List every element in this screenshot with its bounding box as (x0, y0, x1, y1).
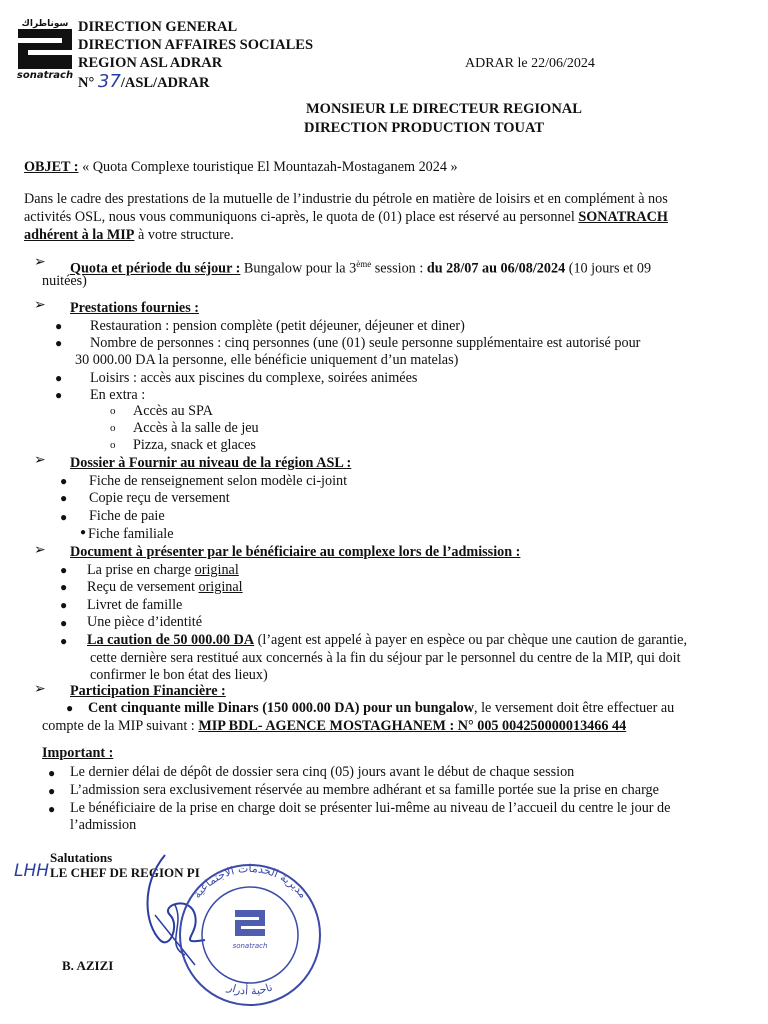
participation-text: , le versement doit être effectuer au (474, 700, 675, 716)
bullet-icon: ● (66, 701, 74, 715)
quota-text-3: (10 jours et 09 (565, 260, 652, 277)
circle-bullet-icon: o (110, 439, 116, 451)
document-item-original: original (194, 562, 239, 578)
extra-item: Accès à la salle de jeu (133, 420, 259, 436)
header-line-2: DIRECTION AFFAIRES SOCIALES (78, 37, 314, 53)
bullet-icon: ● (60, 616, 68, 630)
participation-text: compte de la MIP suivant : (42, 718, 199, 734)
dossier-item: Copie reçu de versement (89, 490, 230, 506)
chief-title: LE CHEF DE REGION PI (50, 865, 200, 880)
ref-suffix: /ASL/ADRAR (120, 75, 210, 91)
circle-bullet-icon: o (110, 405, 116, 417)
intro-line-2 (24, 209, 668, 225)
salutations: Salutations (50, 850, 113, 865)
arrow-bullet-icon: ➢ (34, 682, 46, 697)
stamp-logo-text: sonatrach (232, 942, 268, 950)
handwritten-initials: LHH (14, 861, 50, 881)
document-item (87, 562, 239, 578)
bullet-icon: ● (55, 371, 63, 385)
document-item-text: Reçu de versement (87, 579, 199, 595)
caution-text: (l’agent est appelé à payer en espèce ou par chèque une caution de garantie, (254, 632, 688, 648)
ref-number-handwritten: 37 (97, 71, 121, 92)
object-line (24, 159, 458, 175)
intro-line-2-text: activités OSL, nous vous communiquons ci-après, le quota de (01) place est réservé au personnel (24, 209, 579, 225)
bullet-icon: ● (60, 563, 68, 577)
circle-bullet-icon: o (110, 422, 116, 434)
document-item-caution (87, 632, 687, 648)
arrow-bullet-icon: ➢ (34, 298, 46, 313)
ref-prefix: N° (78, 75, 95, 91)
quota-sup: ème (356, 259, 372, 269)
document-title: Document à présenter par le bénéficiaire au complexe lors de l’admission : (70, 544, 521, 560)
bullet-icon: ● (60, 634, 68, 648)
logo-brand-text: sonatrach (16, 70, 74, 80)
svg-text:مديرية الخدمات الاجتماعية (190, 862, 309, 901)
recipient-line-1: MONSIEUR LE DIRECTEUR REGIONAL (306, 101, 582, 117)
bullet-icon: ● (80, 527, 87, 538)
dossier-title: Dossier à Fournir au niveau de la région ASL : (70, 455, 352, 471)
prestation-item-cont: 30 000.00 DA la personne, elle bénéficie uniquement d’un matelas) (75, 352, 459, 368)
caution-label: La caution de 50 000.00 DA (87, 632, 255, 648)
extra-item: Pizza, snack et glaces (133, 437, 256, 453)
important-item-cont: l’admission (70, 817, 137, 833)
document-item (87, 579, 243, 595)
document-item-original: original (198, 579, 243, 595)
bullet-icon: ● (48, 766, 56, 780)
intro-mip: adhérent à la MIP (24, 227, 135, 243)
document-item: Une pièce d’identité (87, 614, 203, 630)
arrow-bullet-icon: ➢ (34, 255, 46, 270)
official-stamp (135, 845, 335, 1015)
participation-line-1 (88, 700, 674, 716)
object-text: « Quota Complexe touristique El Mountazah-Mostaganem 2024 » (78, 159, 458, 175)
intro-line-3-text: à votre structure. (134, 227, 234, 243)
intro-sonatrach: SONATRACH (578, 209, 668, 225)
prestation-item: Loisirs : accès aux piscines du complexe, soirées animées (90, 370, 418, 386)
participation-line-2 (42, 718, 626, 734)
bullet-icon: ● (60, 510, 68, 524)
document-item: Livret de famille (87, 597, 183, 613)
prestation-item: En extra : (90, 387, 146, 403)
bullet-icon: ● (55, 336, 63, 350)
caution-text-cont: cette dernière sera restitué aux concernés à la fin du séjour par le personnel du centre de la MIP, qui doit (90, 650, 681, 666)
dossier-item: Fiche de paie (89, 508, 165, 524)
quota-label: Quota et période du séjour : (70, 260, 241, 277)
signatory-name: B. AZIZI (62, 958, 114, 973)
stamp-arabic-top: مديرية الخدمات الاجتماعية (190, 861, 310, 901)
document-item-text: La prise en charge (87, 562, 195, 578)
place-date: ADRAR le 22/06/2024 (465, 56, 595, 71)
reference-number (78, 71, 210, 92)
quota-line-2: nuitées) (42, 273, 87, 289)
header-line-1: DIRECTION GENERAL (78, 19, 238, 35)
object-label: OBJET : (24, 159, 79, 175)
intro-line-1: Dans le cadre des prestations de la mutuelle de l’industrie du pétrole en matière de loisirs et en complément à nos (24, 191, 668, 207)
important-title: Important : (42, 745, 114, 761)
bullet-icon: ● (60, 474, 68, 488)
dossier-item: Fiche de renseignement selon modèle ci-joint (89, 473, 348, 489)
sonatrach-logo (16, 18, 74, 80)
bullet-icon: ● (48, 784, 56, 798)
caution-text-cont: confirmer le bon état des lieux) (90, 667, 268, 683)
prestation-item: Nombre de personnes : cinq personnes (une (01) seule personne supplémentaire est autorisé pour (90, 335, 641, 351)
recipient-line-2: DIRECTION PRODUCTION TOUAT (304, 120, 545, 136)
quota-dates: du 28/07 au 06/08/2024 (426, 260, 566, 277)
header-line-3: REGION ASL ADRAR (78, 55, 223, 71)
participation-amount: Cent cinquante mille Dinars (150 000.00 DA) pour un bungalow (88, 700, 474, 716)
stamp-arabic-bottom: ناحية أدرار (225, 980, 275, 998)
arrow-bullet-icon: ➢ (34, 453, 46, 468)
bullet-icon: ● (55, 388, 63, 402)
extra-item: Accès au SPA (133, 403, 213, 419)
quota-text-2: session : (371, 260, 427, 277)
prestation-item: Restauration : pension complète (petit déjeuner, déjeuner et diner) (90, 318, 465, 334)
logo-arabic-text: سوناطراك (21, 19, 69, 29)
quota-text: Bungalow pour la 3 (240, 260, 357, 277)
important-item: Le dernier délai de dépôt de dossier sera cinq (05) jours avant le début de chaque session (70, 764, 575, 780)
bullet-icon: ● (55, 319, 63, 333)
bullet-icon: ● (60, 491, 68, 505)
bullet-icon: ● (60, 598, 68, 612)
participation-account: MIP BDL- AGENCE MOSTAGHANEM : N° 005 004250000013466 44 (198, 718, 627, 734)
dossier-item: Fiche familiale (88, 526, 174, 542)
important-item: L’admission sera exclusivement réservée au membre adhérant et sa famille portée sue la prise en charge (70, 782, 659, 798)
bullet-icon: ● (60, 580, 68, 594)
prestations-title: Prestations fournies : (70, 300, 199, 316)
intro-line-3 (24, 227, 234, 243)
participation-title: Participation Financière : (70, 683, 226, 699)
bullet-icon: ● (48, 802, 56, 816)
signature-stroke (155, 905, 195, 965)
arrow-bullet-icon: ➢ (34, 543, 46, 558)
important-item: Le bénéficiaire de la prise en charge doit se présenter lui-même au niveau de l’accueil du centre le jour de (70, 800, 671, 816)
quota-line (70, 256, 651, 277)
